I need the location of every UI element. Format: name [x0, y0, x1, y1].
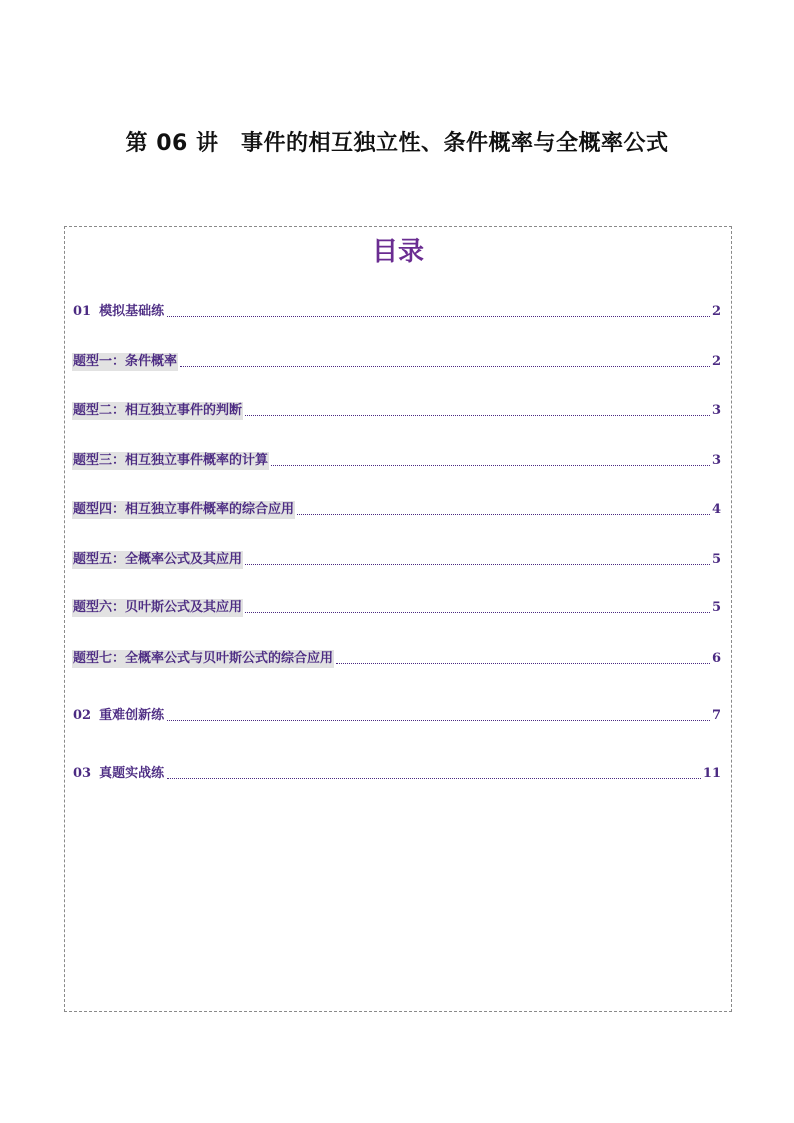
toc-entry-type-7[interactable] [72, 648, 721, 668]
toc-dot-leader [271, 464, 710, 466]
toc-dot-leader [336, 662, 710, 664]
toc-page-number: 6 [711, 651, 721, 666]
toc-entry-label: 题型一：条件概率 [73, 354, 178, 369]
toc-heading: 目录 [371, 237, 424, 267]
toc-entry-section-01[interactable] [72, 301, 721, 321]
toc-dot-leader [180, 365, 710, 367]
toc-entry-label: 题型六：贝叶斯公式及其应用 [73, 600, 243, 615]
toc-entry-type-3[interactable] [72, 450, 721, 470]
toc-section-number: 03 [73, 766, 92, 781]
toc-entry-label: 模拟基础练 [99, 304, 165, 319]
toc-dot-leader [245, 563, 710, 565]
toc-dot-leader [245, 414, 710, 416]
toc-section-number: 02 [73, 708, 92, 723]
toc-page-number: 3 [711, 453, 721, 468]
toc-entry-type-4[interactable] [72, 499, 721, 519]
toc-entry-label: 题型三：相互独立事件概率的计算 [73, 453, 269, 468]
toc-page-number: 5 [711, 552, 721, 567]
toc-entry-label: 重难创新练 [99, 708, 165, 723]
toc-entry-label: 题型二：相互独立事件的判断 [73, 403, 243, 418]
toc-entry-label: 真题实战练 [99, 766, 165, 781]
toc-entry-type-6[interactable] [72, 597, 721, 617]
toc-section-number: 01 [73, 304, 92, 319]
toc-dot-leader [297, 513, 710, 515]
toc-dot-leader [167, 719, 710, 721]
toc-page-number: 3 [711, 403, 721, 418]
toc-entry-label: 题型七：全概率公式与贝叶斯公式的综合应用 [73, 651, 334, 666]
toc-page-number: 7 [711, 708, 721, 723]
toc-entry-section-03[interactable] [72, 763, 721, 783]
toc-page-number: 11 [702, 766, 721, 781]
toc-page-number: 5 [711, 600, 721, 615]
toc-page-number: 4 [711, 502, 721, 517]
toc-dot-leader [245, 611, 710, 613]
toc-entry-type-5[interactable] [72, 549, 721, 569]
toc-entry-section-02[interactable] [72, 705, 721, 725]
toc-entry-label: 题型五：全概率公式及其应用 [73, 552, 243, 567]
page-title: 第 06 讲 事件的相互独立性、条件概率与全概率公式 [125, 131, 669, 156]
toc-page-number: 2 [711, 304, 721, 319]
toc-entry-type-1[interactable] [72, 351, 721, 371]
toc-entry-type-2[interactable] [72, 400, 721, 420]
table-of-contents [64, 226, 732, 1012]
toc-dot-leader [167, 315, 710, 317]
toc-dot-leader [167, 777, 701, 779]
toc-page-number: 2 [711, 354, 721, 369]
toc-entry-label: 题型四：相互独立事件概率的综合应用 [73, 502, 295, 517]
